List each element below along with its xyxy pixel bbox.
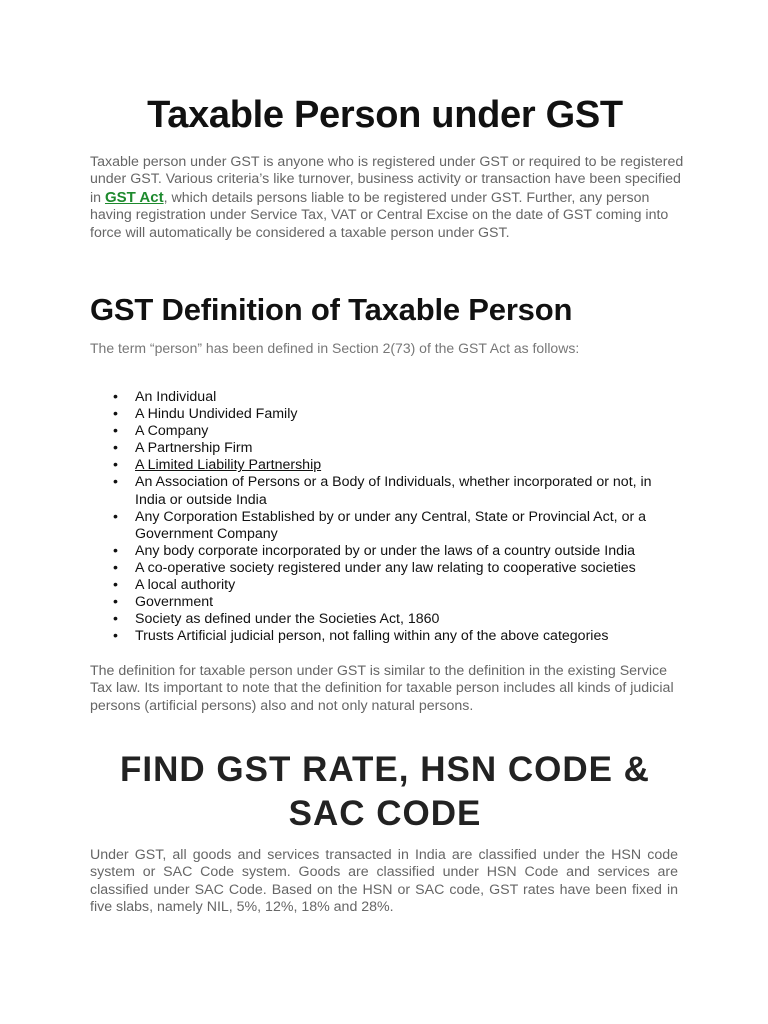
list-item: • Any body corporate incorporated by or under the laws of a country outside India <box>135 543 680 560</box>
list-item: • Any Corporation Established by or under any Central, State or Provincial Act, or a Government Company <box>135 509 680 543</box>
page-title: Taxable Person under GST <box>147 94 623 136</box>
list-item: • A Partnership Firm <box>135 440 680 457</box>
list-item: • An Individual <box>135 389 680 406</box>
find-gst-rate-heading <box>90 748 680 836</box>
list-item: • Trusts Artificial judicial person, not falling within any of the above categories <box>135 628 680 645</box>
list-item: • Society as defined under the Societies Act, 1860 <box>135 611 680 628</box>
list-item: • A co-operative society registered under any law relating to cooperative societies <box>135 560 680 577</box>
list-item: • Government <box>135 594 680 611</box>
list-item <box>135 457 680 474</box>
list-item: • A Company <box>135 423 680 440</box>
list-item: • A Hindu Undivided Family <box>135 406 680 423</box>
intro-paragraph <box>90 154 685 242</box>
definition-closing-paragraph: The definition for taxable person under GST is similar to the definition in the existing Service Tax law. Its important to note that the definition for taxable person includes all kinds of judicial persons (artificial persons) also and not only natural persons. <box>90 663 674 714</box>
find-heading-line2: SAC CODE <box>288 794 482 833</box>
llp-link[interactable]: A Limited Liability Partnership <box>135 457 322 474</box>
intro-text-end: , which details persons liable to be registered under GST. Further, any person having registration under Service Tax, VAT or Central Excise on the date of GST coming into force will automatically be considered a taxable person under GST. <box>90 189 669 241</box>
find-heading-line1: FIND GST RATE, HSN CODE & <box>120 750 650 789</box>
hsn-paragraph: Under GST, all goods and services transacted in India are classified under the HSN code system or SAC Code system. Goods are classified under HSN Code and services are classified under SAC Code. Based on the HSN or SAC code, GST rates have been fixed in five slabs, namely NIL, 5%, 12%, 18% and 28%. <box>90 847 678 916</box>
list-item: • A local authority <box>135 577 680 594</box>
intro-text-start: Taxable person under GST is anyone who is registered under GST or required to be registered under GST. Various criteria’s like turnover, business activity or transaction have been specified in <box>90 154 684 206</box>
gst-act-link[interactable]: GST Act <box>104 188 164 206</box>
person-list <box>90 389 680 645</box>
definition-intro: The term “person” has been defined in Section 2(73) of the GST Act as follows: <box>90 340 580 356</box>
list-item: • An Association of Persons or a Body of Individuals, whether incorporated or not, in India or outside India <box>135 474 680 508</box>
definition-heading: GST Definition of Taxable Person <box>90 292 573 327</box>
